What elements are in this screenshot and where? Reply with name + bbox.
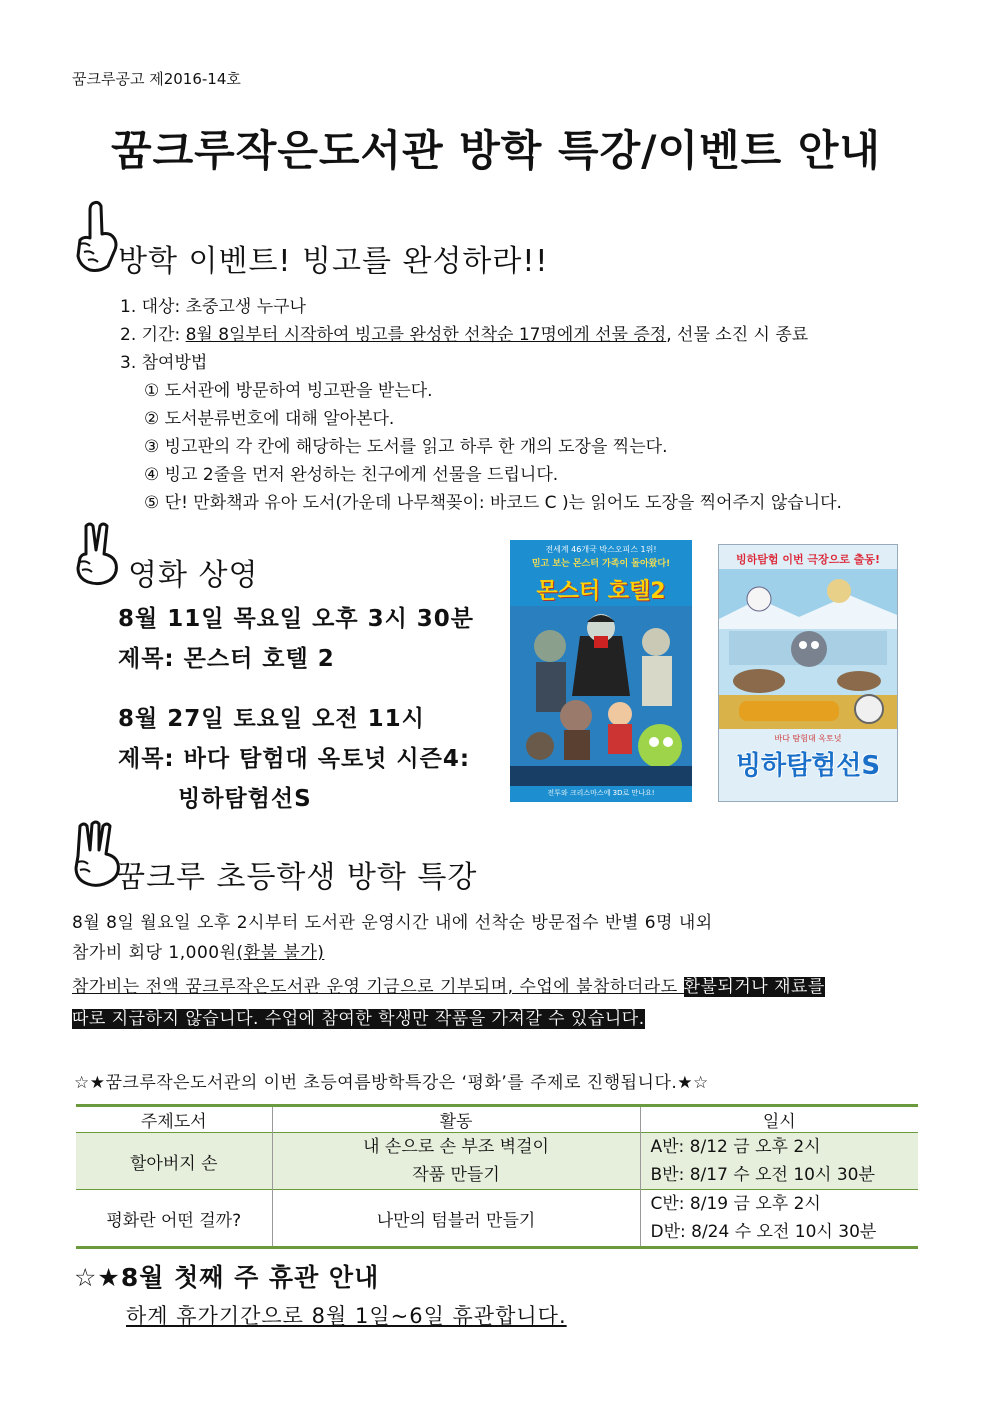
poster2-top: 빙하탐험 이번 극장으로 출동! <box>735 553 881 566</box>
notice-number: 꿈크루공고 제2016-14호 <box>72 70 241 88</box>
fee-notice-highlight-2: 따로 지급하지 않습니다. 수업에 참여한 학생만 작품을 가져갈 수 있습니다. <box>72 1009 645 1029</box>
octonauts-poster <box>718 544 898 802</box>
step-item: ④ 빙고 2줄을 먼저 완성하는 친구에게 선물을 드립니다. <box>144 465 559 485</box>
poster1-top-small: 전세계 46개국 박스오피스 1위! <box>545 545 657 554</box>
table-row <box>76 1190 918 1248</box>
show1-title: 제목: 몬스터 호텔 2 <box>118 646 335 672</box>
schedule-line: B반: 8/17 수 오전 10시 30분 <box>650 1165 875 1185</box>
monster-hotel-poster <box>510 540 692 802</box>
header-schedule: 일시 <box>640 1106 918 1133</box>
activity-line: 내 손으로 손 부조 벽걸이 <box>363 1137 549 1157</box>
schedule-cell <box>640 1190 918 1248</box>
page-title: 꿈크루작은도서관 방학 특강/이벤트 안내 <box>111 126 881 175</box>
show1-time: 8월 11일 목요일 오후 3시 30분 <box>118 606 475 632</box>
theme-line: ☆★꿈크루작은도서관의 이번 초등여름방학특강은 ‘평화’를 주제로 진행됩니다.★☆ <box>74 1073 709 1093</box>
step-item: ③ 빙고판의 각 칸에 해당하는 도서를 읽고 하루 한 개의 도장을 찍는다. <box>144 437 668 457</box>
closure-heading: ☆★8월 첫째 주 휴관 안내 <box>74 1263 380 1292</box>
fee-notice-highlight: 환불되거나 재료를 <box>683 977 825 997</box>
activity-cell: 나만의 텀블러 만들기 <box>272 1190 640 1248</box>
schedule-line: A반: 8/12 금 오후 2시 <box>650 1137 821 1157</box>
target-item: 1. 대상: 초중고생 누구나 <box>120 297 306 317</box>
step-item: ① 도서관에 방문하여 빙고판을 받는다. <box>144 381 433 401</box>
table-row <box>76 1133 918 1190</box>
period-suffix: , 선물 소진 시 종료 <box>666 325 809 345</box>
poster2-title: 빙하탐험선S <box>735 751 881 781</box>
poster2-subtitle: 바다 탐험대 옥토넛 <box>774 734 842 743</box>
lecture-schedule-table <box>76 1104 918 1249</box>
hand-two-fingers-icon <box>74 522 124 586</box>
method-item: 3. 참여방법 <box>120 353 208 373</box>
step-item: ⑤ 단! 만화책과 유아 도서(가운데 나무책꽂이: 바코드 C )는 읽어도 도장을 찍어주지 않습니다. <box>144 493 842 513</box>
show2-title: 제목: 바다 탐험대 옥토넛 시즌4: <box>118 746 471 772</box>
period-underlined: 8월 8일부터 시작하여 빙고를 완성한 선착순 17명에게 선물 증정 <box>185 325 667 345</box>
schedule-cell <box>640 1133 918 1190</box>
fee-notice-plain: 참가비는 전액 꿈크루작은도서관 운영 기금으로 기부되며, 수업에 불참하더라도 <box>72 977 684 997</box>
activity-line: 작품 만들기 <box>412 1165 500 1185</box>
schedule-line: C반: 8/19 금 오후 2시 <box>650 1194 821 1214</box>
poster1-bottom: 전투와 크리스마스에 3D로 만나요! <box>547 789 655 797</box>
lecture-registration: 8월 8일 월요일 오후 2시부터 도서관 운영시간 내에 선착순 방문접수 반별 6명 내외 <box>72 913 713 933</box>
period-label: 2. 기간: <box>120 325 186 345</box>
monster-characters-illustration <box>510 606 692 786</box>
fee-notice-line2 <box>72 1004 645 1029</box>
step-item: ② 도서분류번호에 대해 알아본다. <box>144 409 395 429</box>
book-cell: 평화란 어떤 걸까? <box>76 1190 272 1248</box>
schedule-line: D반: 8/24 수 오전 10시 30분 <box>650 1222 877 1242</box>
octonauts-illustration <box>719 569 897 729</box>
lecture-heading: 꿈크루 초등학생 방학 특강 <box>116 860 478 895</box>
no-refund-text: (환불 불가) <box>236 943 325 963</box>
header-book: 주제도서 <box>76 1106 272 1133</box>
show2-title-cont: 빙하탐험선S <box>178 786 312 812</box>
book-cell: 할아버지 손 <box>76 1133 272 1190</box>
movie-heading: 영화 상영 <box>128 558 259 593</box>
lecture-fee <box>72 938 324 963</box>
period-item <box>120 320 808 345</box>
poster1-title: 몬스터 호텔2 <box>536 579 666 604</box>
header-activity: 활동 <box>272 1106 640 1133</box>
activity-cell <box>272 1133 640 1190</box>
event-heading: 방학 이벤트! 빙고를 완성하라!! <box>118 244 549 279</box>
fee-text: 참가비 회당 1,000원 <box>72 943 237 963</box>
show2-time: 8월 27일 토요일 오전 11시 <box>118 706 425 732</box>
fee-notice-line1 <box>72 972 825 997</box>
hand-one-finger-icon <box>74 200 120 274</box>
closure-text: 하계 휴가기간으로 8월 1일~6일 휴관합니다. <box>126 1304 567 1328</box>
poster1-top-line: 믿고 보는 몬스터 가족이 돌아왔다! <box>531 559 671 569</box>
